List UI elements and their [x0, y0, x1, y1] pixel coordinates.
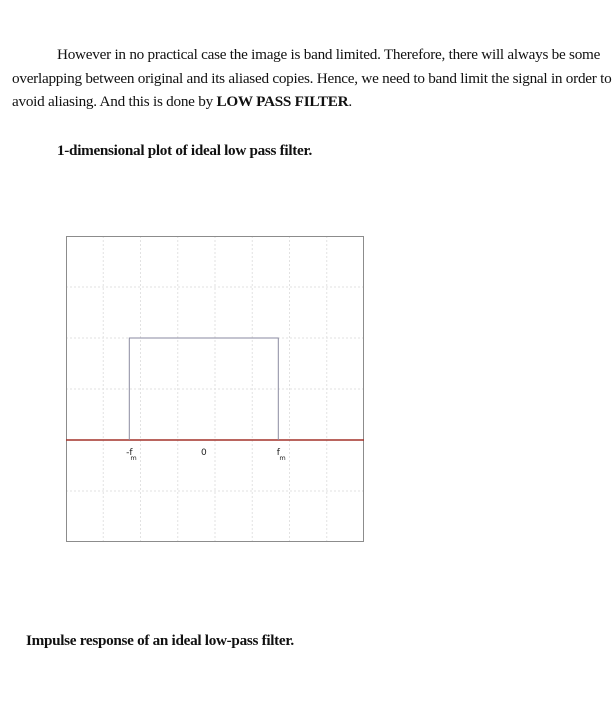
paragraph-end: .: [348, 93, 352, 111]
x-tick-subscript: m: [279, 454, 286, 462]
low-pass-filter-plot: [66, 236, 364, 542]
intro-paragraph: [12, 43, 612, 114]
paragraph-text: However in no practical case the image is band limited. Therefore, there will always be some overlapping between original and its aliased copies. Hence, we need to band limit the signal in order to avoid aliasing. And this is done by: [12, 46, 612, 111]
plot-svg: [66, 236, 364, 542]
x-tick-label: -f: [126, 448, 133, 458]
x-tick-label: 0: [200, 448, 207, 458]
plot-grid: [66, 236, 364, 542]
x-tick-label: f: [276, 448, 280, 458]
low-pass-filter-emphasis: LOW PASS FILTER: [216, 93, 349, 111]
impulse-heading: Impulse response of an ideal low-pass filter.: [26, 632, 294, 649]
plot-heading: 1-dimensional plot of ideal low pass filter.: [57, 142, 312, 159]
x-tick-labels: [126, 448, 286, 462]
x-tick-subscript: m: [130, 454, 137, 462]
